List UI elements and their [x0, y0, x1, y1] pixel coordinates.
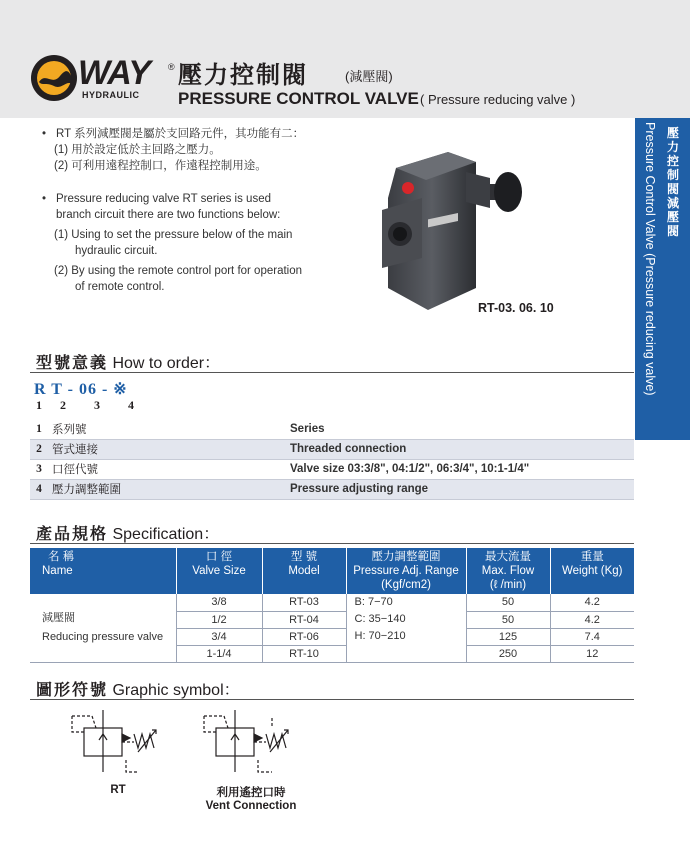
side-tab-zh: 壓力控制閥 減壓閥 — [667, 126, 680, 238]
col-flow-zh: 最大流量 — [485, 551, 531, 563]
intro — [42, 126, 342, 295]
intro-en-bullet-line2: branch circuit there are two functions below: — [56, 209, 281, 221]
header — [0, 0, 690, 118]
order-row-num: 3 — [36, 463, 42, 475]
col-size-zh: 口 徑 — [205, 551, 233, 563]
col-name — [30, 548, 176, 594]
order-row-en: Valve size 03:3/8", 04:1/2", 06:3/4", 10:1-1/4" — [290, 463, 530, 475]
spec-flow: 50 — [466, 594, 550, 611]
side-tab — [635, 118, 690, 440]
order-section-title — [36, 350, 220, 373]
order-row-en: Threaded connection — [286, 439, 634, 459]
spec-weight: 7.4 — [550, 628, 634, 645]
spec-flow: 250 — [466, 645, 550, 662]
table-row — [30, 459, 634, 479]
spec-weight: 12 — [550, 645, 634, 662]
symbol-rt-icon — [68, 710, 178, 780]
intro-zh-bullet: • RT 系列減壓閥是屬於支回路元件，其功能有二： — [42, 126, 342, 142]
col-model-en: Model — [288, 565, 320, 577]
symbol-rt-label: RT — [110, 784, 126, 796]
symbol-vent-icon — [200, 710, 310, 780]
col-flow-unit: (ℓ /min) — [489, 579, 527, 591]
col-weight-en: Weight (Kg) — [561, 565, 623, 577]
spec-name-en: Reducing pressure valve — [42, 630, 164, 643]
graphic-divider — [30, 699, 634, 700]
spec-size: 1/2 — [176, 611, 262, 628]
intro-en-item-1-cont: hydraulic circuit. — [75, 245, 158, 257]
spec-size: 3/8 — [176, 594, 262, 611]
spec-flow: 125 — [466, 628, 550, 645]
graphic-title-zh: 圖形符號 — [36, 682, 109, 699]
code-num-4: 4 — [128, 398, 134, 412]
logo — [30, 52, 178, 104]
product-label: RT-03. 06. 10 — [478, 301, 554, 315]
spec-flow: 50 — [466, 611, 550, 628]
order-table — [30, 419, 634, 500]
registered-mark: ® — [168, 62, 175, 72]
col-model — [262, 548, 346, 594]
page-title-en: PRESSURE CONTROL VALVE — [178, 89, 419, 108]
spec-title-zh: 產品規格 — [36, 526, 109, 543]
code-num-1: 1 — [36, 398, 42, 412]
order-row-num: 2 — [30, 439, 48, 459]
spec-weight: 4.2 — [550, 594, 634, 611]
intro-en-item-1: (1) Using to set the pressure below of the main — [54, 229, 293, 241]
spec-table — [30, 548, 634, 663]
brand-sub: HYDRAULIC — [82, 90, 140, 100]
spec-range-cell — [346, 594, 466, 662]
spec-model: RT-04 — [262, 611, 346, 628]
spec-size: 1-1/4 — [176, 645, 262, 662]
spec-title-en: Specification： — [112, 526, 220, 543]
intro-zh-item-2: (2) 可利用遠程控制口，作遠程控制用途。 — [54, 160, 267, 172]
col-range-unit: (Kgf/cm2) — [381, 579, 431, 591]
order-row-zh: 口徑代號 — [52, 464, 98, 476]
side-tab-en: Pressure Control Valve (Pressure reducing valve) — [643, 122, 657, 396]
order-code-numbers — [36, 398, 146, 412]
brand-name: WAY — [78, 54, 150, 92]
graphic-title-en: Graphic symbol： — [112, 682, 240, 699]
order-row-zh: 系列號 — [52, 423, 87, 436]
spec-section-title — [36, 521, 219, 544]
order-row-en: Series — [290, 422, 325, 435]
col-name-en: Name — [42, 565, 73, 577]
symbol-vent-label — [196, 784, 306, 812]
col-weight-zh: 重量 — [580, 551, 604, 563]
col-range-en: Pressure Adj. Range — [353, 565, 459, 577]
order-divider — [30, 372, 634, 373]
col-flow-en: Max. Flow — [481, 565, 535, 577]
table-row — [30, 594, 634, 611]
spec-model: RT-03 — [262, 594, 346, 611]
order-row-num: 1 — [36, 422, 42, 435]
col-weight — [550, 548, 634, 594]
col-flow — [466, 548, 550, 594]
spec-model: RT-06 — [262, 628, 346, 645]
spec-header-row — [30, 548, 634, 594]
order-row-zh: 管式連接 — [48, 439, 286, 459]
order-row-en: Pressure adjusting range — [286, 479, 634, 499]
spec-divider — [30, 543, 634, 544]
symbol-vent-label-en: Vent Connection — [205, 800, 297, 812]
logo-mark-icon — [30, 52, 82, 104]
col-range — [346, 548, 466, 594]
spec-range-c: C: 35−140 — [354, 613, 406, 625]
intro-en-item-2-cont: of remote control. — [75, 281, 165, 293]
table-row — [30, 479, 634, 499]
intro-en-bullet: • Pressure reducing valve RT series is used — [42, 191, 342, 207]
col-size — [176, 548, 262, 594]
spec-weight: 4.2 — [550, 611, 634, 628]
spec-size: 3/4 — [176, 628, 262, 645]
spec-range-h: H: 70−210 — [354, 630, 406, 642]
spec-model: RT-10 — [262, 645, 346, 662]
intro-en-bullet-cont — [42, 207, 342, 223]
page-title-en-sub: ( Pressure reducing valve ) — [420, 92, 576, 107]
product-image — [378, 138, 528, 328]
code-num-3: 3 — [94, 398, 100, 412]
order-code: R T - 06 - ※ — [34, 381, 128, 398]
table-row — [30, 439, 634, 459]
order-row-zh: 壓力調整範圍 — [48, 479, 286, 499]
intro-en-item-2: (2) By using the remote control port for operation — [54, 265, 303, 277]
spec-name-zh: 減壓閥 — [42, 611, 75, 624]
order-title-zh: 型號意義 — [36, 355, 109, 372]
spec-range-b: B: 7−70 — [354, 596, 393, 608]
spec-name-cell — [30, 594, 176, 662]
code-num-2: 2 — [60, 398, 66, 412]
page-title-zh-sub: (減壓閥) — [345, 69, 393, 84]
graphic-section-title — [36, 677, 240, 700]
col-name-zh: 名 稱 — [48, 551, 75, 563]
col-range-zh: 壓力調整範圍 — [371, 551, 441, 563]
col-size-en: Valve Size — [192, 565, 246, 577]
intro-zh-item-1: (1) 用於設定低於主回路之壓力。 — [54, 144, 221, 156]
page-title-zh: 壓力控制閥 — [178, 62, 308, 89]
order-title-en: How to order： — [112, 355, 221, 372]
table-row — [30, 419, 634, 439]
order-row-num: 4 — [30, 479, 48, 499]
symbol-vent-label-zh: 利用遙控口時 — [216, 787, 286, 799]
col-model-zh: 型 號 — [290, 551, 318, 563]
